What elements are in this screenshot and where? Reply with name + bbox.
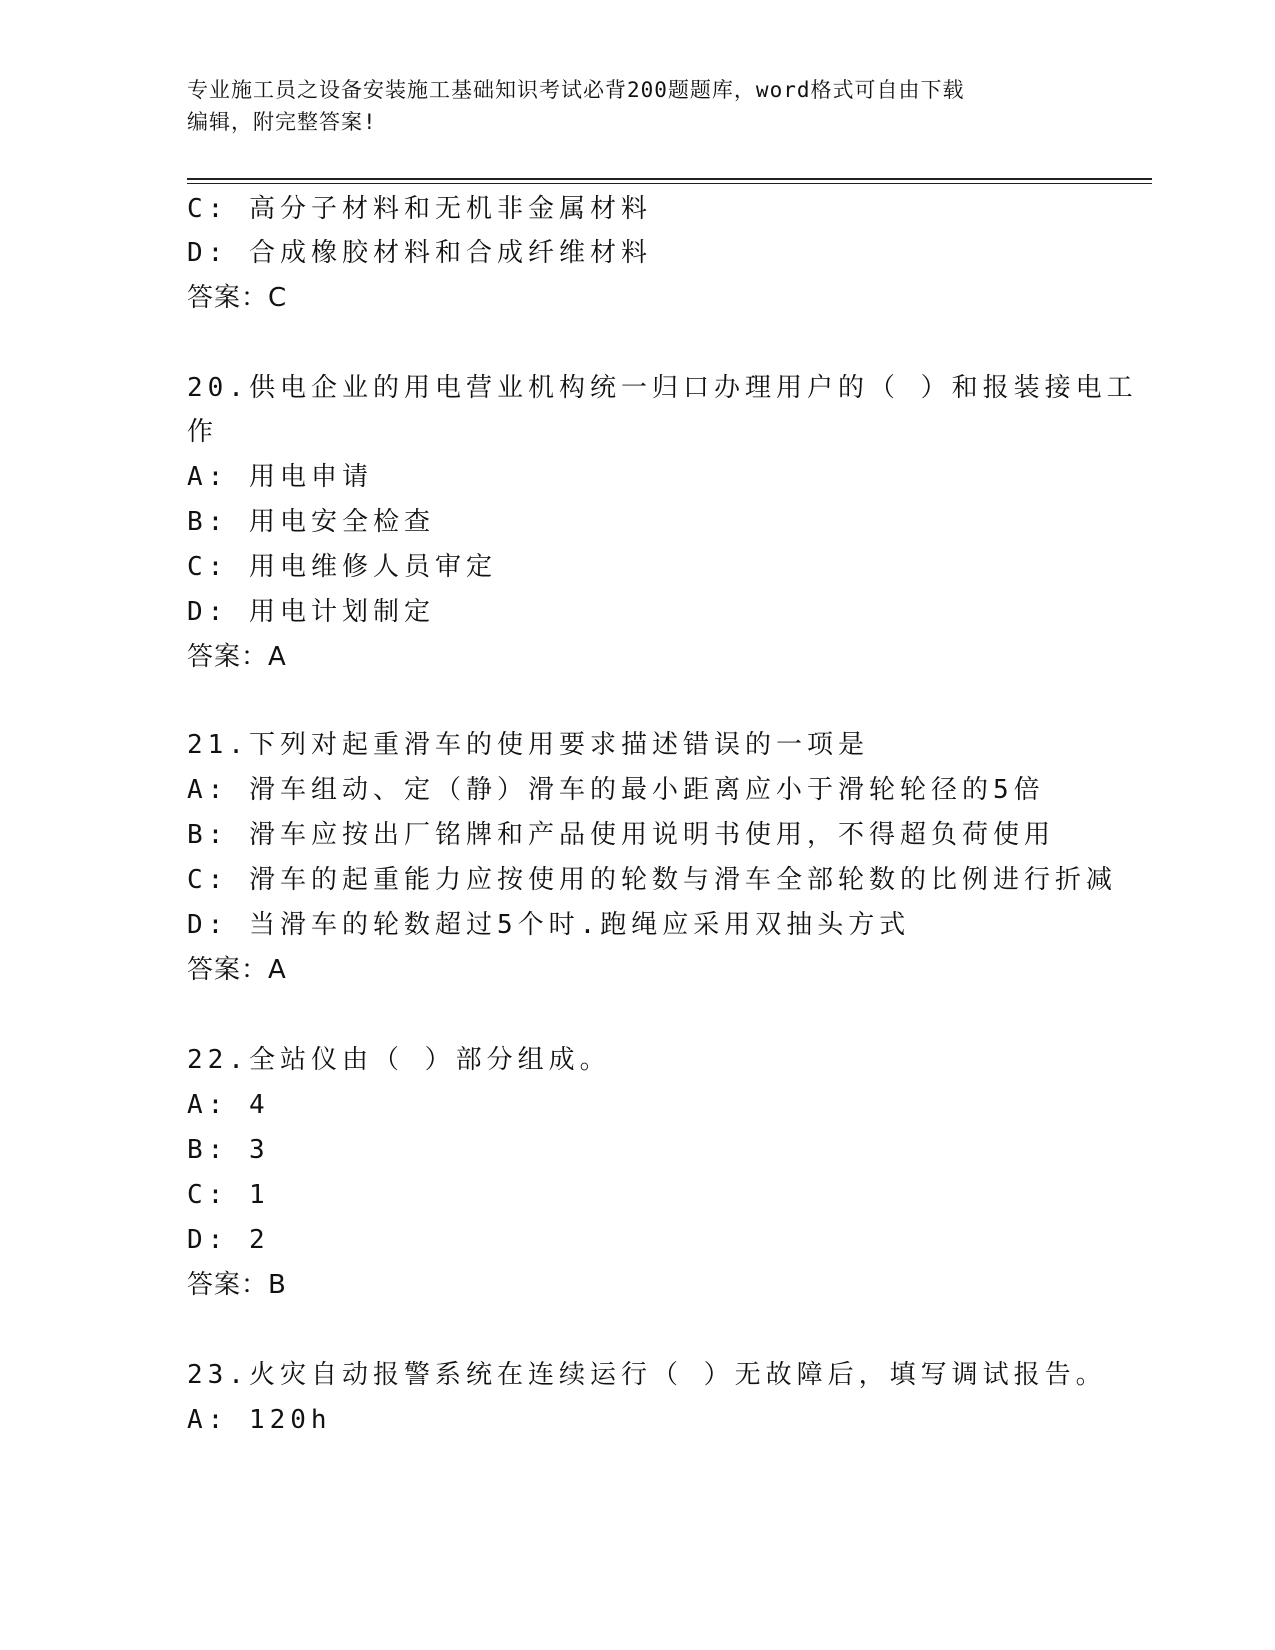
q21-question: 21.下列对起重滑车的使用要求描述错误的一项是: [187, 730, 869, 760]
q22-question: 22.全站仪由（ ）部分组成。: [187, 1045, 611, 1075]
q21-option-c: C: 滑车的起重能力应按使用的轮数与滑车全部轮数的比例进行折减: [187, 865, 1117, 895]
q20-answer: 答案：A: [187, 642, 287, 672]
header-divider-thin: [187, 183, 1152, 184]
q21-option-b: B: 滑车应按出厂铭牌和产品使用说明书使用，不得超负荷使用: [187, 820, 1055, 850]
q19-answer: 答案：C: [187, 283, 288, 313]
q20-option-a: A: 用电申请: [187, 462, 373, 492]
q20-option-d: D: 用电计划制定: [187, 597, 435, 627]
document-header: [187, 74, 1067, 138]
q20-question-line-2: 作: [187, 417, 219, 447]
q23-option-a: A: 120h: [187, 1405, 332, 1435]
q22-answer: 答案：B: [187, 1270, 287, 1300]
q20-question-line-1: 20.供电企业的用电营业机构统一归口办理用户的（ ）和报装接电工: [187, 373, 1138, 403]
q20-option-b: B: 用电安全检查: [187, 507, 435, 537]
q20-option-c: C: 用电维修人员审定: [187, 552, 497, 582]
q23-question: 23.火灾自动报警系统在连续运行（ ）无故障后，填写调试报告。: [187, 1360, 1107, 1390]
q19-option-d: D: 合成橡胶材料和合成纤维材料: [187, 238, 652, 268]
q21-answer: 答案：A: [187, 955, 287, 985]
header-divider-thick: [187, 178, 1152, 180]
q21-option-a: A: 滑车组动、定（静）滑车的最小距离应小于滑轮轮径的5倍: [187, 775, 1045, 805]
q22-option-b: B: 3: [187, 1135, 270, 1165]
q19-option-c: C: 高分子材料和无机非金属材料: [187, 194, 652, 224]
q22-option-d: D: 2: [187, 1225, 270, 1255]
q22-option-c: C: 1: [187, 1180, 270, 1210]
q22-option-a: A: 4: [187, 1090, 270, 1120]
header-line-2: 编辑，附完整答案!: [187, 110, 377, 134]
q21-option-d: D: 当滑车的轮数超过5个时.跑绳应采用双抽头方式: [187, 910, 911, 940]
header-line-1: 专业施工员之设备安装施工基础知识考试必背200题题库，word格式可自由下载: [187, 78, 965, 102]
